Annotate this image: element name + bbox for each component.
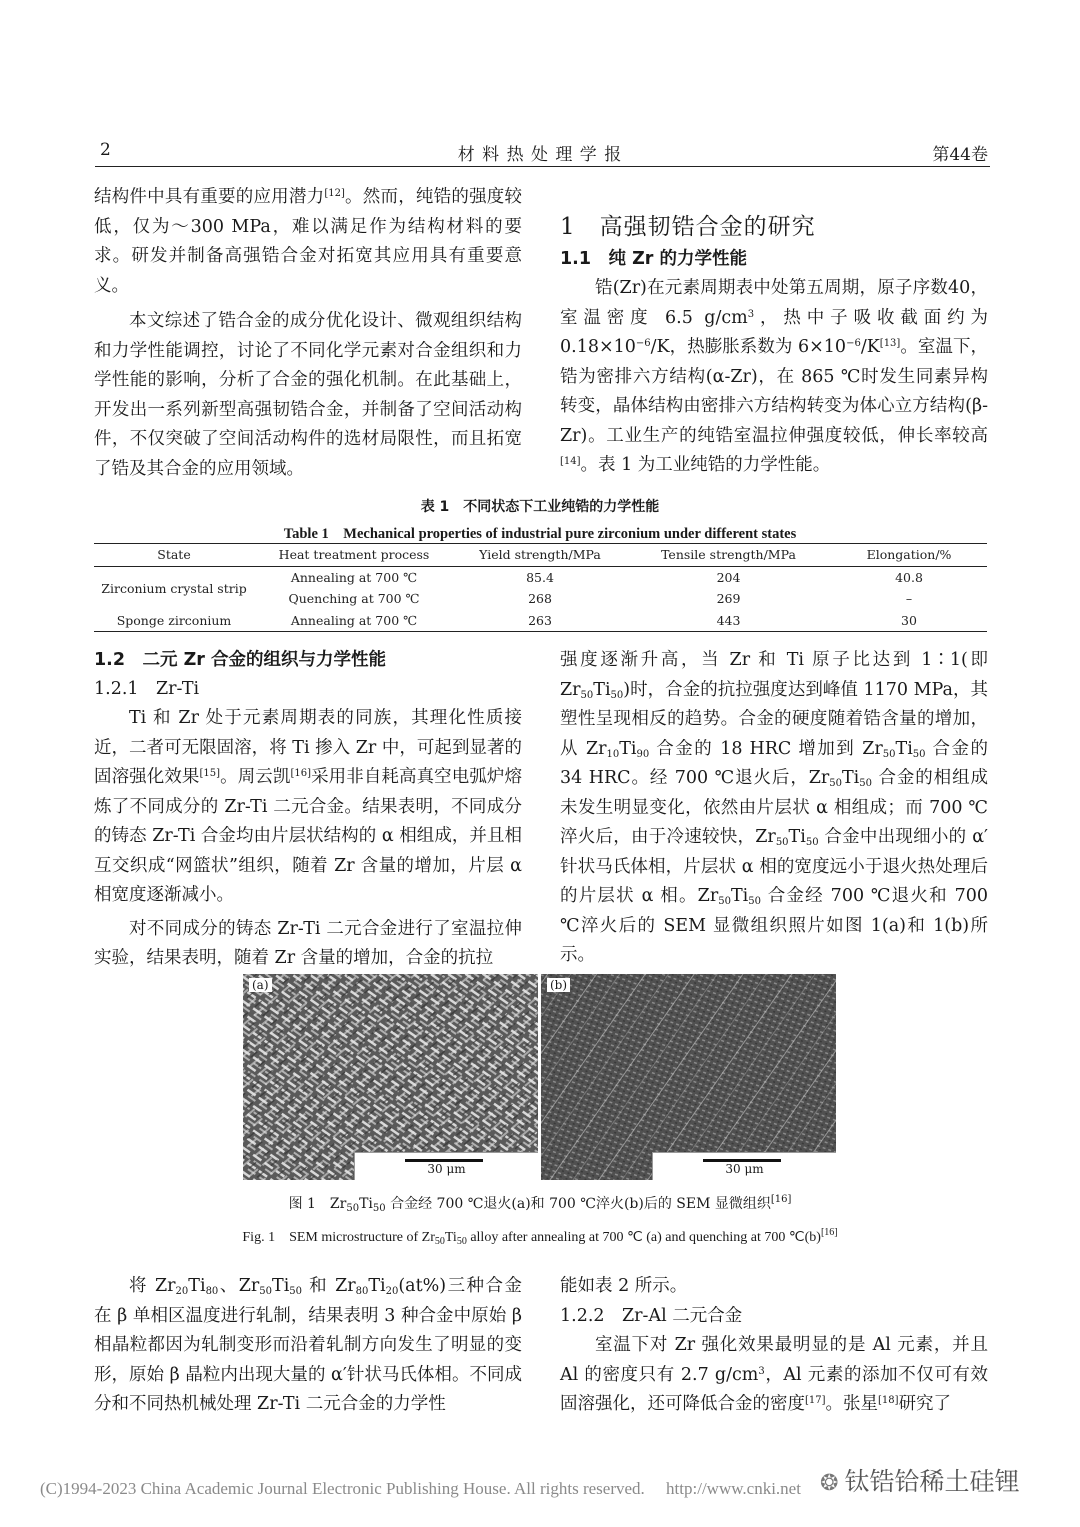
subscript: 50	[829, 778, 842, 789]
wechat-watermark	[820, 1462, 1019, 1498]
right-column-middle	[560, 646, 988, 971]
text: 采用非自耗高真空电弧炉熔炼了不同成分的 Zr-Ti 二元合金。结果表明，不同成分的铸态 Zr-Ti 合金均由片层状结构的 α 相组成，并且相互交织成“网篮状”组织，随着 Zr 含量的增加，片层 α 相宽度逐渐减小。	[94, 767, 523, 905]
paragraph	[94, 704, 522, 911]
column-header: Heat treatment process	[254, 544, 454, 567]
text: alloy after annealing at 700 ℃ (a) and quenching at 700 ℃(b)	[466, 1230, 821, 1245]
text: 结构件中具有重要的应用潜力	[94, 187, 325, 207]
citation: [16]	[770, 1194, 792, 1205]
text: Ti	[188, 1276, 206, 1296]
text: 室温下对 Zr 强化效果最明显的是 Al 元素，并且 Al 的密度只有 2.7 g/cm	[560, 1335, 988, 1385]
subscript: 50	[718, 896, 731, 907]
page-number: 2	[100, 140, 111, 160]
text: 合金的相组成未发生明显变化，依然由片层状 α 相组成；而 700 ℃淬火后，由于冷速较快，Zr	[560, 768, 988, 847]
figure-caption-en	[0, 1226, 1080, 1246]
text: 合金中出现细小的 α′针状马氏体相，片层状 α 相的宽度远小于退火热处理后的片层状 α 相。Zr	[560, 827, 989, 906]
subscript: 80	[355, 1286, 369, 1297]
text: 合金经 700 ℃退火和 700 ℃淬火后的 SEM 显微组织照片如图 1(a)和 1(b)所示。	[560, 886, 988, 965]
section-title: 1 高强韧锆合金的研究	[560, 214, 816, 240]
subscript: 50	[434, 1236, 445, 1247]
subscript: 10	[606, 748, 620, 760]
text: Ti	[895, 738, 913, 759]
text: Ti	[788, 827, 806, 847]
table-cell: 269	[716, 591, 741, 607]
text: ，Al 元素的添加不仅可有效固溶强化，还可降低合金的密度	[560, 1364, 989, 1414]
paragraph: 对不同成分的铸态 Zr-Ti 二元合金进行了室温拉伸实验，结果表明，随着 Zr 含量的增加，合金的抗拉	[94, 918, 522, 968]
text: 和 Zr	[302, 1276, 356, 1296]
right-column-bottom	[560, 1272, 988, 1420]
text: Ti	[272, 1276, 290, 1296]
scale-bar-box-b	[652, 1152, 836, 1180]
citation: [18]	[878, 1395, 899, 1406]
subsubsection-title: 1.2.2 Zr-Al 二元合金	[560, 1305, 743, 1326]
citation: [13]	[879, 338, 901, 349]
text: Ti	[368, 1276, 386, 1296]
sem-texture-b	[541, 974, 836, 1180]
superscript: −6	[635, 338, 651, 349]
table-cell-state: Zirconium crystal strip	[101, 580, 247, 596]
subscript: 20	[385, 1286, 399, 1297]
table-caption-cn: 表 1 不同状态下工业纯锆的力学性能	[420, 499, 660, 515]
subscript: 50	[259, 1286, 273, 1297]
scale-label-a: 30 μm	[427, 1162, 466, 1176]
table-row	[94, 610, 987, 632]
table-cell: Annealing at 700 ℃	[254, 610, 454, 632]
left-column-bottom	[94, 1272, 522, 1420]
subscript: 50	[580, 689, 594, 701]
left-column-top	[94, 183, 522, 484]
journal-title: 材 料 热 处 理 学 报	[457, 145, 623, 165]
text: Ti	[619, 738, 637, 759]
subscript: 50	[456, 1236, 467, 1247]
table-cell: 263	[454, 610, 626, 632]
paragraph: 能如表 2 所示。	[560, 1276, 688, 1296]
panel-label-b: (b)	[547, 978, 570, 992]
volume-number: 第44卷	[932, 145, 988, 165]
text: ，热中子吸收截面约为 0.18×10	[560, 307, 988, 357]
paragraph: 本文综述了锆合金的成分优化设计、微观组织结构和力学性能调控，讨论了不同化学元素对合金组织和力学性能的影响，分析了合金的强化机制。在此基础上，开发出一系列新型高强韧锆合金，并制备了空间活动构件，不仅突破了空间活动构件的选材局限性，而且拓宽了锆及其合金的应用领域。	[94, 311, 522, 479]
text: 图 1 Zr	[288, 1196, 347, 1212]
paragraph	[560, 1331, 988, 1420]
table-cell: –	[905, 591, 913, 607]
paragraph	[94, 183, 522, 301]
table-cell: Annealing at 700 ℃	[290, 569, 418, 585]
table-cell: 30	[831, 610, 987, 632]
citation: [17]	[805, 1395, 826, 1406]
table-cell: Quenching at 700 ℃	[288, 591, 420, 607]
text: Fig. 1 SEM microstructure of Zr	[242, 1230, 435, 1245]
text: Ti	[593, 679, 611, 700]
text: 合金的 18 HRC 增加到 Zr	[649, 738, 883, 759]
superscript: 3	[758, 1365, 765, 1377]
table-cell: 443	[626, 610, 831, 632]
table-cell: 268	[528, 591, 552, 607]
table-cell-state: Sponge zirconium	[94, 610, 254, 632]
wechat-icon: ❂	[820, 1471, 839, 1496]
column-header: Yield strength/MPa	[454, 544, 626, 567]
header-rule	[95, 166, 990, 167]
text: (at%)三种合金在 β 单相区温度进行轧制，结果表明 3 种合金中原始 β 相晶粒都因为轧制变形而沿着轧制方向发生了明显的变形，原始 β 晶粒内出现大量的 α′针状马氏体相。不同成分和不同热机械处理 Zr-Ti 二元合金的力学性	[94, 1276, 523, 1414]
text: 锆(Zr)在元素周期表中处第五周期，原子序数40，室温密度 6.5 g/cm	[560, 278, 988, 328]
scale-label-b: 30 μm	[725, 1162, 764, 1176]
text: Ti 和 Zr 处于元素周期表的同族，其理化性质接近，二者可无限固溶，将 Ti 掺入 Zr 中，可起到显著的固溶强化效果	[94, 708, 522, 787]
superscript: 3	[747, 308, 755, 320]
text: Ti	[730, 886, 749, 906]
column-header: Elongation/%	[831, 544, 987, 567]
text: 。然而，纯锆的强度较低，仅为～300 MPa，难以满足作为结构材料的要求。研发并制备高强锆合金对拓宽其应用具有重要意义。	[94, 187, 523, 296]
text: 钛锆铪稀土硅锂	[844, 1467, 1020, 1496]
copyright-watermark: (C)1994-2023 China Academic Journal Electronic Publishing House. All rights reserved. http://www.cnki.net	[40, 1479, 801, 1498]
paragraph	[94, 1272, 522, 1420]
column-header: Tensile strength/MPa	[626, 544, 831, 567]
text: 合金经 700 ℃退火(a)和 700 ℃淬火(b)后的 SEM 显微组织	[385, 1196, 771, 1212]
right-column-top	[560, 208, 988, 481]
properties-table	[94, 543, 987, 632]
table-cell: 85.4	[526, 569, 554, 585]
text: Ti	[359, 1196, 373, 1212]
table-cell: 40.8	[895, 569, 923, 585]
subsection-title: 1.1 纯 Zr 的力学性能	[560, 249, 748, 269]
table-header-row	[94, 544, 987, 567]
panel-label-a: (a)	[249, 978, 272, 992]
subscript: 50	[912, 748, 926, 760]
subscript: 50	[610, 689, 624, 701]
paragraph	[560, 274, 988, 481]
subscript: 20	[175, 1286, 189, 1297]
text: /K，热膨胀系数为 6×10	[650, 337, 847, 357]
subscript: 50	[859, 778, 872, 789]
text: 将 Zr	[129, 1276, 176, 1296]
sem-texture-a	[243, 974, 538, 1180]
figure-caption-cn	[0, 1193, 1080, 1213]
subscript: 50	[748, 896, 761, 907]
table-row	[94, 566, 987, 588]
column-header: State	[94, 544, 254, 567]
superscript: −6	[846, 338, 861, 349]
text: 。张星	[825, 1394, 879, 1414]
citation: [12]	[324, 188, 345, 199]
subscript: 50	[805, 837, 819, 848]
table-cell: 204	[716, 569, 741, 585]
citation: [15]	[199, 768, 221, 779]
subsection-title: 1.2 二元 Zr 合金的组织与力学性能	[94, 650, 387, 670]
text: Ti	[444, 1230, 457, 1245]
text: 。表 1 为工业纯锆的力学性能。	[580, 455, 831, 475]
text: 研究了	[898, 1394, 952, 1414]
text: /K	[860, 337, 880, 357]
sem-image-a	[243, 974, 538, 1180]
subscript: 50	[289, 1286, 303, 1297]
text: )时，合金的抗拉强度达到峰值 1170 MPa，其塑性呈现相反的趋势。合金的硬度随着锆含量的增加，从 Zr	[560, 679, 988, 759]
left-column-middle	[94, 646, 522, 974]
subscript: 80	[205, 1286, 219, 1297]
text: 强度逐渐升高，当 Zr 和 Ti 原子比达到 1∶1(即 Zr	[560, 650, 988, 700]
citation: [16]	[290, 768, 311, 779]
subscript: 50	[882, 748, 896, 760]
subscript: 50	[372, 1203, 386, 1214]
scale-bar-box-a	[354, 1152, 538, 1180]
text: 。周云凯	[220, 767, 291, 787]
subscript: 50	[775, 837, 789, 848]
citation: [16]	[820, 1227, 838, 1238]
text: 。室温下，锆为密排六方结构(α-Zr)，在 865 ℃时发生同素异构转变，晶体结构由密排六方结构转变为体心立方结构(β-Zr)。工业生产的纯锆室温拉伸强度较低，伸长率较高	[560, 337, 988, 446]
paragraph	[560, 646, 988, 971]
table-caption-en: Table 1 Mechanical properties of industrial pure zirconium under different states	[283, 526, 797, 542]
subsubsection-title: 1.2.1 Zr-Ti	[94, 679, 200, 699]
citation: [14]	[560, 456, 581, 467]
text: 合金的 34 HRC。经 700 ℃退火后，Zr	[560, 738, 988, 788]
subscript: 90	[636, 748, 650, 760]
sem-image-b	[541, 974, 836, 1180]
text: Ti	[841, 768, 860, 788]
text: 、Zr	[218, 1276, 260, 1296]
subscript: 50	[346, 1203, 360, 1214]
